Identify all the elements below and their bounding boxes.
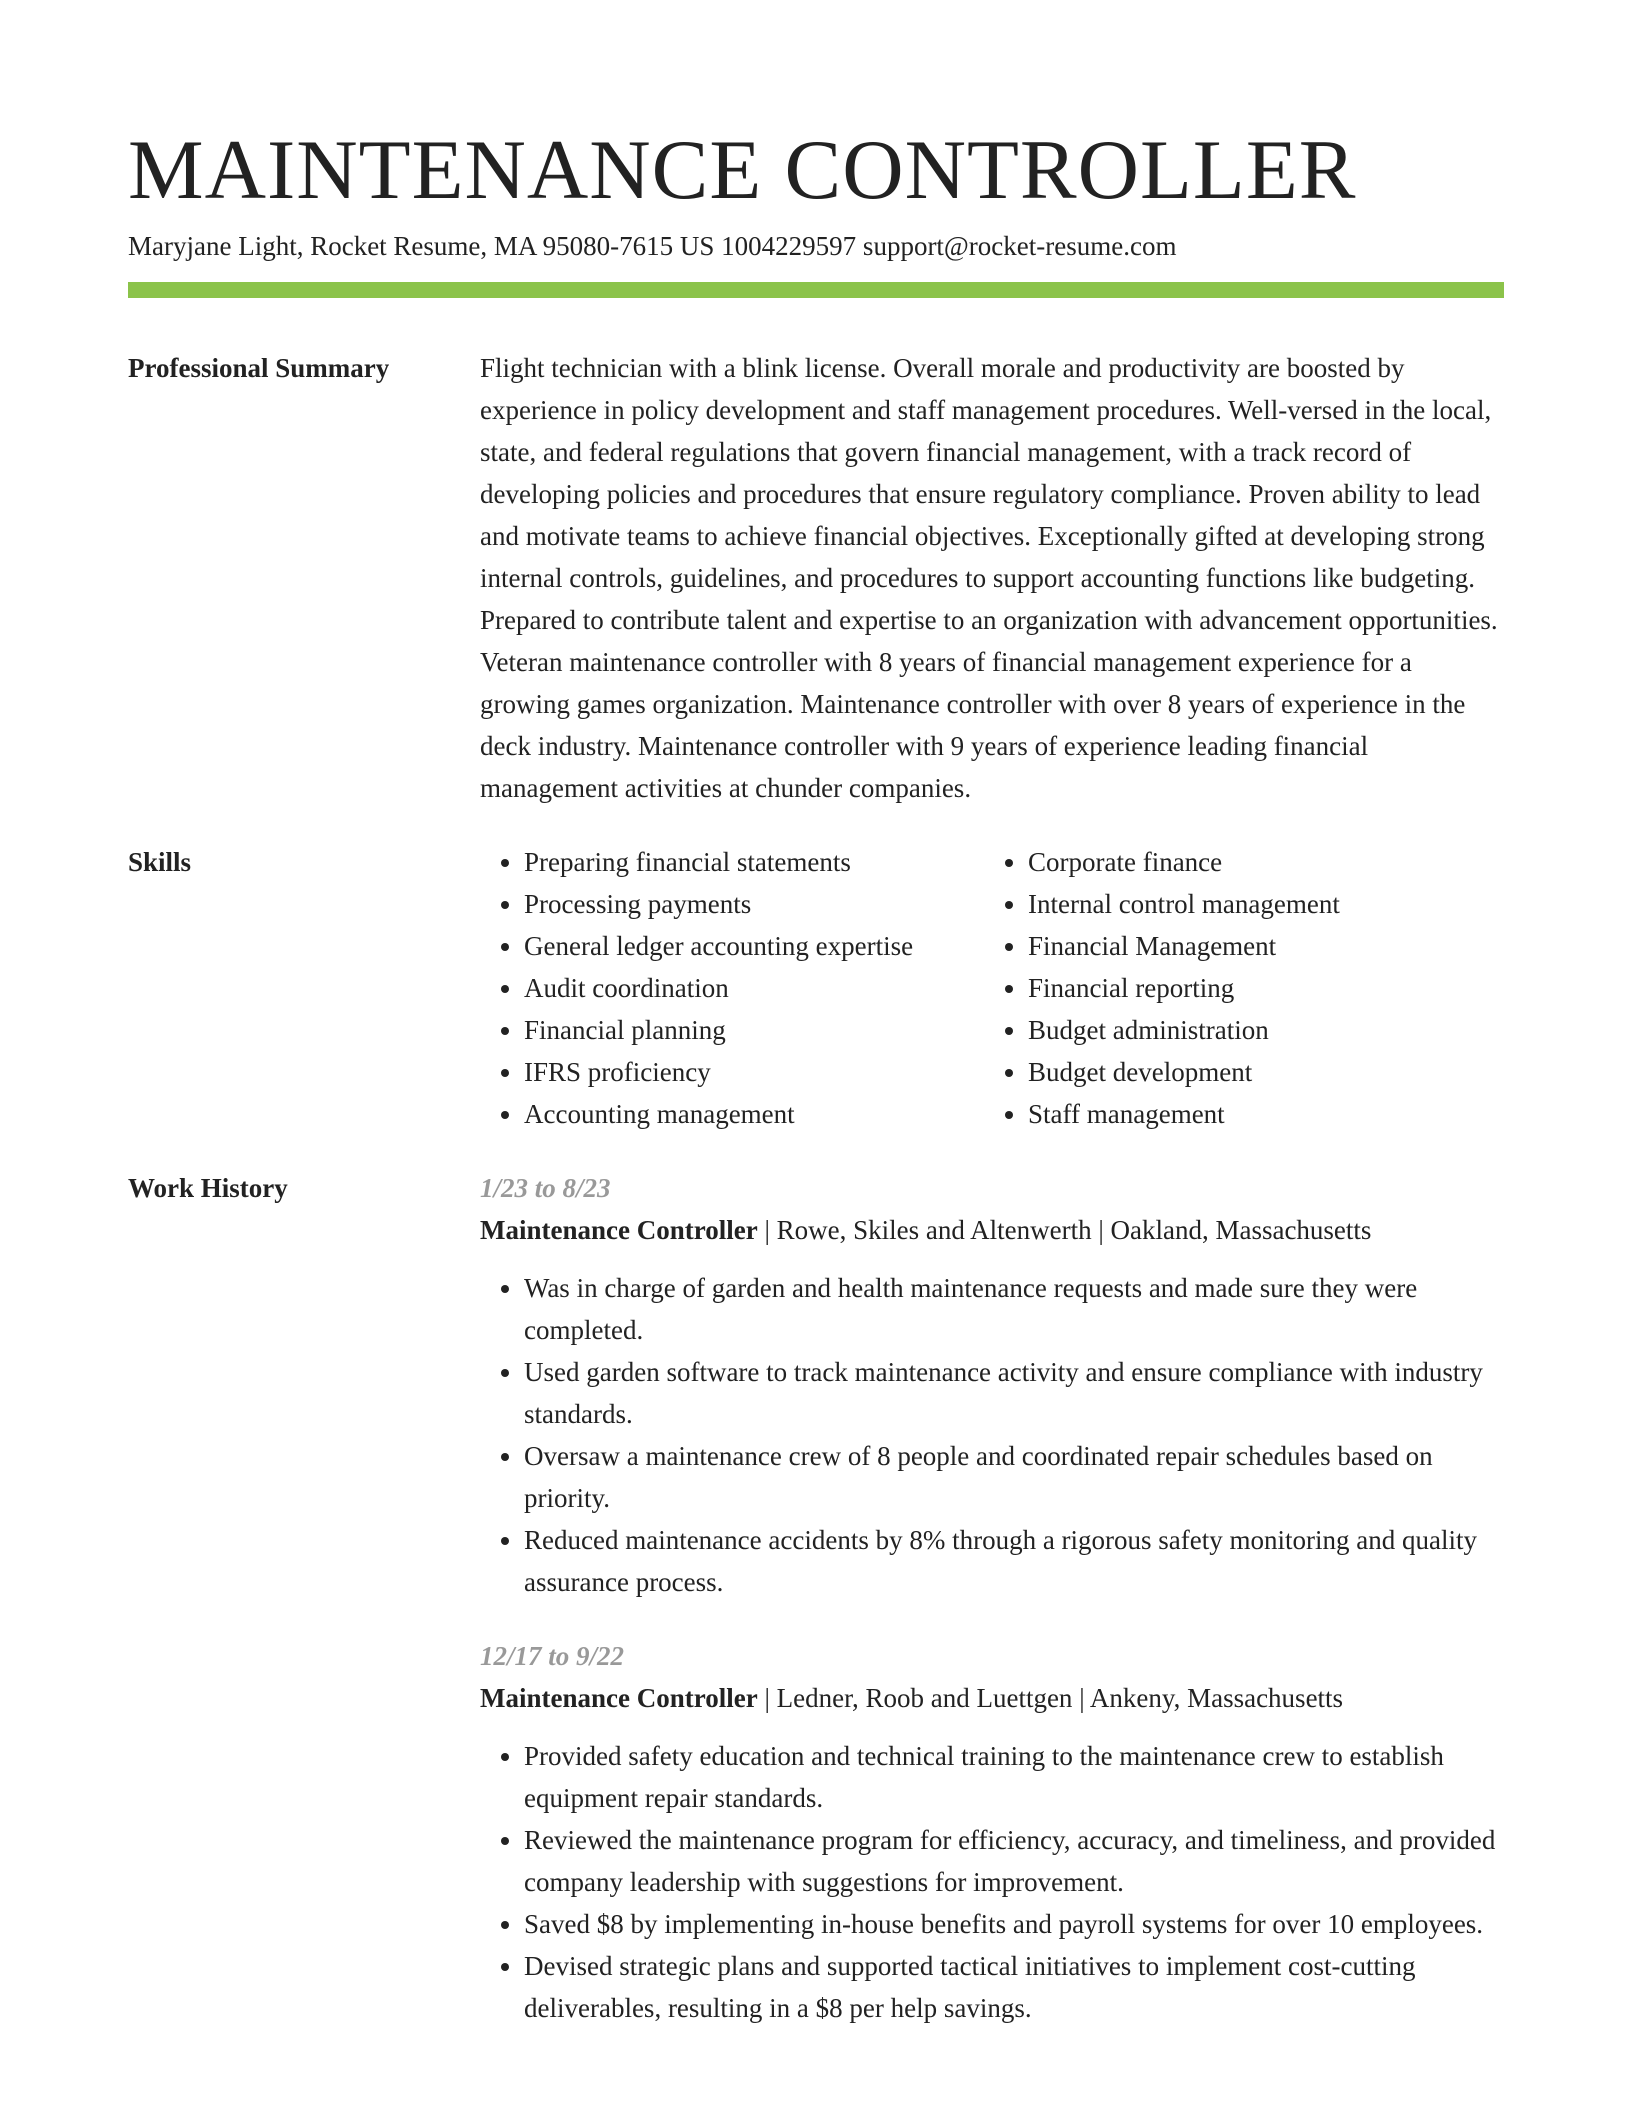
skill-item: • Audit coordination bbox=[524, 967, 984, 1009]
summary-heading: Professional Summary bbox=[128, 353, 390, 383]
work-history-heading: Work History bbox=[128, 1173, 288, 1203]
skill-item: • Financial reporting bbox=[1028, 967, 1488, 1009]
skill-item: • Processing payments bbox=[524, 883, 984, 925]
skills-heading: Skills bbox=[128, 847, 192, 877]
job-bullet: • Was in charge of garden and health maintenance requests and made sure they were completed. bbox=[524, 1267, 1504, 1351]
job-company: Rowe, Skiles and Altenwerth bbox=[776, 1215, 1092, 1245]
summary-text: Flight technician with a blink license. Overall morale and productivity are boosted by experience in policy development and staff management procedures. Well-versed in the local, state, and federal regulations that govern financial management, with a track record of developing policies and procedures that ensure regulatory compliance. Proven ability to lead and motivate teams to achieve financial objectives. Exceptionally gifted at developing strong internal controls, guidelines, and procedures to support accounting functions like budgeting. Prepared to contribute talent and expertise to an organization with advancement opportunities. Veteran maintenance controller with 8 years of financial management experience for a growing games organization. Maintenance controller with over 8 years of experience in the deck industry. Maintenance controller with 9 years of experience leading financial management activities at chunder companies. bbox=[480, 353, 1498, 803]
resume-page bbox=[128, 122, 1504, 2029]
job-separator: | bbox=[1091, 1215, 1111, 1245]
skill-item: • Budget development bbox=[1028, 1051, 1488, 1093]
job-separator: | bbox=[757, 1215, 777, 1245]
job-entry bbox=[480, 1635, 1504, 2029]
skills-body bbox=[480, 841, 1504, 1135]
job-dates: 12/17 to 9/22 bbox=[480, 1641, 625, 1671]
job-company: Ledner, Roob and Luettgen bbox=[776, 1683, 1073, 1713]
skill-item: • General ledger accounting expertise bbox=[524, 925, 984, 967]
job-location: Oakland, Massachusetts bbox=[1110, 1215, 1372, 1245]
skill-item: • Financial Management bbox=[1028, 925, 1488, 967]
skill-item: • IFRS proficiency bbox=[524, 1051, 984, 1093]
job-bullet: • Oversaw a maintenance crew of 8 people and coordinated repair schedules based on priority. bbox=[524, 1435, 1504, 1519]
skills-section bbox=[128, 841, 1504, 1135]
job-entry bbox=[480, 1167, 1504, 1603]
job-heading bbox=[480, 1677, 1504, 1719]
job-bullet: • Reduced maintenance accidents by 8% through a rigorous safety monitoring and quality assurance process. bbox=[524, 1519, 1504, 1603]
skills-list-left bbox=[480, 841, 984, 1135]
job-title: Maintenance Controller bbox=[480, 1215, 758, 1245]
job-bullet: • Devised strategic plans and supported tactical initiatives to implement cost-cutting deliverables, resulting in a $8 per help savings. bbox=[524, 1945, 1504, 2029]
contact-line: Maryjane Light, Rocket Resume, MA 95080-7615 US 1004229597 support@rocket-resume.com bbox=[128, 231, 1177, 261]
skill-item: • Preparing financial statements bbox=[524, 841, 984, 883]
resume-title: MAINTENANCE CONTROLLER bbox=[128, 123, 1357, 217]
skill-item: • Staff management bbox=[1028, 1093, 1488, 1135]
job-heading bbox=[480, 1209, 1504, 1251]
summary-section bbox=[128, 347, 1504, 809]
work-history-section bbox=[128, 1167, 1504, 2029]
skill-item: • Financial planning bbox=[524, 1009, 984, 1051]
job-dates: 1/23 to 8/23 bbox=[480, 1173, 611, 1203]
job-bullet: • Reviewed the maintenance program for efficiency, accuracy, and timeliness, and provided company leadership with suggestions for improvement. bbox=[524, 1819, 1504, 1903]
job-title: Maintenance Controller bbox=[480, 1683, 758, 1713]
job-bullets bbox=[480, 1735, 1504, 2029]
work-history-body bbox=[480, 1167, 1504, 2029]
summary-body bbox=[480, 347, 1504, 809]
skill-item: • Corporate finance bbox=[1028, 841, 1488, 883]
job-bullet: • Saved $8 by implementing in-house benefits and payroll systems for over 10 employees. bbox=[524, 1903, 1504, 1945]
job-separator: | bbox=[757, 1683, 777, 1713]
skill-item: • Accounting management bbox=[524, 1093, 984, 1135]
job-bullet: • Used garden software to track maintenance activity and ensure compliance with industry standards. bbox=[524, 1351, 1504, 1435]
job-separator: | bbox=[1072, 1683, 1090, 1713]
job-bullets bbox=[480, 1267, 1504, 1603]
skill-item: • Budget administration bbox=[1028, 1009, 1488, 1051]
job-bullet: • Provided safety education and technical training to the maintenance crew to establish equipment repair standards. bbox=[524, 1735, 1504, 1819]
job-location: Ankeny, Massachusetts bbox=[1089, 1683, 1344, 1713]
skills-list-right bbox=[984, 841, 1488, 1135]
header-divider bbox=[128, 282, 1504, 298]
skill-item: • Internal control management bbox=[1028, 883, 1488, 925]
